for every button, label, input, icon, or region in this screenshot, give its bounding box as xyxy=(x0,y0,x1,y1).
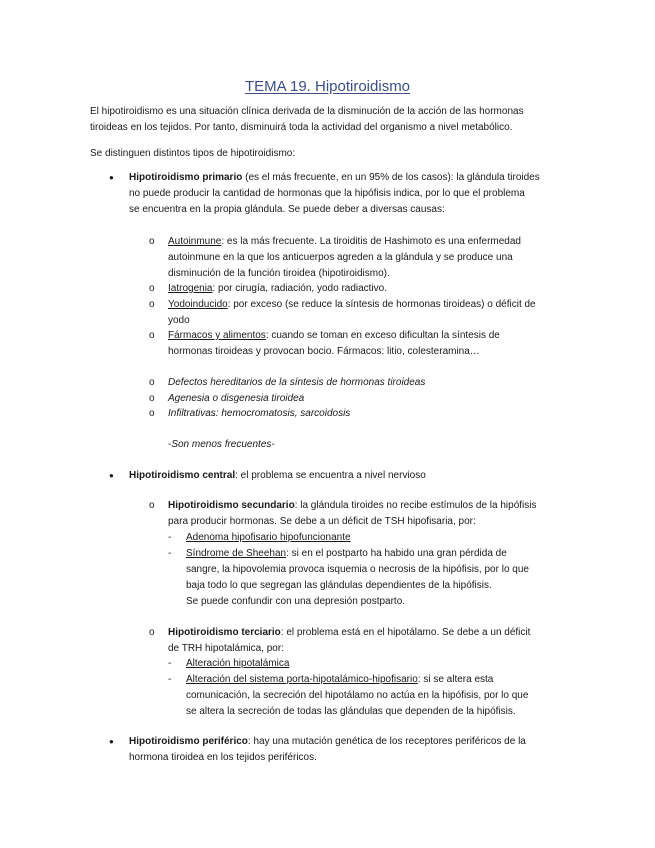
intro-line-2: tiroideas en los tejidos. Por tanto, disminuirá toda la actividad del organismo a nivel metabólico. xyxy=(90,122,513,133)
bullet-icon: ● xyxy=(109,471,114,480)
menos-frecuentes-note: -Son menos frecuentes- xyxy=(168,439,275,450)
autoinmune-term: Autoinmune xyxy=(168,236,222,247)
yodo-line-1 xyxy=(168,297,536,313)
periferico-line-1-rest: : hay una mutación genética de los receptores periféricos de la xyxy=(247,736,526,747)
sheehan-line-4: Se puede confundir con una depresión postparto. xyxy=(186,596,406,607)
autoinmune-line-2: autoinmune en la que los anticuerpos agreden a la glándula y se produce una xyxy=(168,252,513,263)
autoinmune-line-1-rest: : es la más frecuente. La tiroiditis de Hashimoto es una enfermedad xyxy=(221,236,521,247)
circle-bullet-icon: o xyxy=(149,500,155,511)
primario-line-1 xyxy=(129,170,540,186)
sheehan-term: Síndrome de Sheehan xyxy=(186,548,287,559)
alteracion-hipotalamica-item: Alteración hipotalámica xyxy=(186,658,290,669)
primario-line-3: se encuentra en la propia glándula. Se puede deber a diversas causas: xyxy=(129,204,445,215)
agenesia-item: Agenesia o disgenesia tiroidea xyxy=(168,393,305,404)
autoinmune-line-1 xyxy=(168,234,521,250)
porta-line-2: comunicación, la secreción del hipotálamo no actúa en la hipófisis, por lo que xyxy=(186,690,529,701)
sheehan-line-1-rest: : si en el postparto ha habido una gran pérdida de xyxy=(286,548,507,559)
adenoma-item: Adenoma hipofisario hipofuncionante xyxy=(186,532,351,543)
sheehan-line-1 xyxy=(186,546,507,562)
defectos-item: Defectos hereditarios de la síntesis de hormonas tiroideas xyxy=(168,377,426,388)
circle-bullet-icon: o xyxy=(149,299,155,310)
porta-line-1 xyxy=(186,672,493,688)
central-line xyxy=(129,468,426,484)
farmacos-line-1-rest: : cuando se toman en exceso dificultan la síntesis de xyxy=(265,330,500,341)
terciario-line-2: de TRH hipotalámica, por: xyxy=(168,643,284,654)
circle-bullet-icon: o xyxy=(149,408,155,419)
secundario-line-1 xyxy=(168,498,537,514)
farmacos-term: Fármacos y alimentos xyxy=(168,330,266,341)
infiltrativas-item: Infiltrativas: hemocromatosis, sarcoidosis xyxy=(168,408,351,419)
terciario-term: Hipotiroidismo terciario xyxy=(168,627,281,638)
farmacos-line-2: hormonas tiroideas y provocan bocio. Fármacos: litio, colesteramina… xyxy=(168,346,480,357)
secundario-term: Hipotiroidismo secundario xyxy=(168,500,295,511)
central-term: Hipotiroidismo central xyxy=(129,470,236,481)
porta-line-1-rest: : si se altera esta xyxy=(417,674,494,685)
circle-bullet-icon: o xyxy=(149,283,155,294)
primario-line-1-rest: (es el más frecuente, en un 95% de los casos): la glándula tiroides xyxy=(242,172,540,183)
iatrogenia-rest: : por cirugía, radiación, yodo radiactivo. xyxy=(212,283,388,294)
circle-bullet-icon: o xyxy=(149,377,155,388)
yodo-line-2: yodo xyxy=(168,315,190,326)
bullet-icon: ● xyxy=(109,737,114,746)
iatrogenia-line xyxy=(168,281,387,297)
dash-icon: - xyxy=(168,548,172,559)
circle-bullet-icon: o xyxy=(149,393,155,404)
periferico-line-1 xyxy=(129,734,526,750)
bullet-icon: ● xyxy=(109,173,114,182)
dash-icon: - xyxy=(168,674,172,685)
yodo-line-1-rest: : por exceso (se reduce la síntesis de hormonas tiroideas) o déficit de xyxy=(227,299,536,310)
circle-bullet-icon: o xyxy=(149,330,155,341)
porta-term: Alteración del sistema porta-hipotalámico-hipofisario xyxy=(186,674,418,685)
farmacos-line-1 xyxy=(168,328,500,344)
secundario-line-2: para producir hormonas. Se debe a un déficit de TSH hipofisaria, por: xyxy=(168,516,476,527)
primario-line-2: no puede producir la cantidad de hormonas que la hipófisis indica, por lo que el problema xyxy=(129,188,525,199)
sheehan-line-2: sangre, la hipovolemia provoca isquemia o necrosis de la hipófisis, por lo que xyxy=(186,564,529,575)
yodo-term: Yodoinducido xyxy=(168,299,228,310)
intro-line-3: Se distinguen distintos tipos de hipotiroidismo: xyxy=(90,148,296,159)
intro-line-1: El hipotiroidismo es una situación clínica derivada de la disminución de la acción de las hormonas xyxy=(90,106,524,117)
primario-term: Hipotiroidismo primario xyxy=(129,172,243,183)
circle-bullet-icon: o xyxy=(149,627,155,638)
central-rest: : el problema se encuentra a nivel nervioso xyxy=(235,470,426,481)
page-title: TEMA 19. Hipotiroidismo xyxy=(244,78,411,95)
sheehan-line-3: baja todo lo que segregan las glándulas dependientes de la hipófisis. xyxy=(186,580,492,591)
porta-line-3: se altera la secreción de todas las glándulas que dependen de la hipófisis. xyxy=(186,706,516,717)
dash-icon: - xyxy=(168,658,172,669)
periferico-line-2: hormona tiroidea en los tejidos periféricos. xyxy=(129,752,317,763)
iatrogenia-term: Iatrogenia xyxy=(168,283,213,294)
terciario-line-1 xyxy=(168,625,530,641)
secundario-line-1-rest: : la glándula tiroides no recibe estímulos de la hipófisis xyxy=(294,500,537,511)
terciario-line-1-rest: : el problema está en el hipotálamo. Se debe a un déficit xyxy=(280,627,531,638)
circle-bullet-icon: o xyxy=(149,236,155,247)
dash-icon: - xyxy=(168,532,172,543)
autoinmune-line-3: disminución de la función tiroidea (hipotiroidismo). xyxy=(168,268,390,279)
periferico-term: Hipotiroidismo periférico xyxy=(129,736,248,747)
